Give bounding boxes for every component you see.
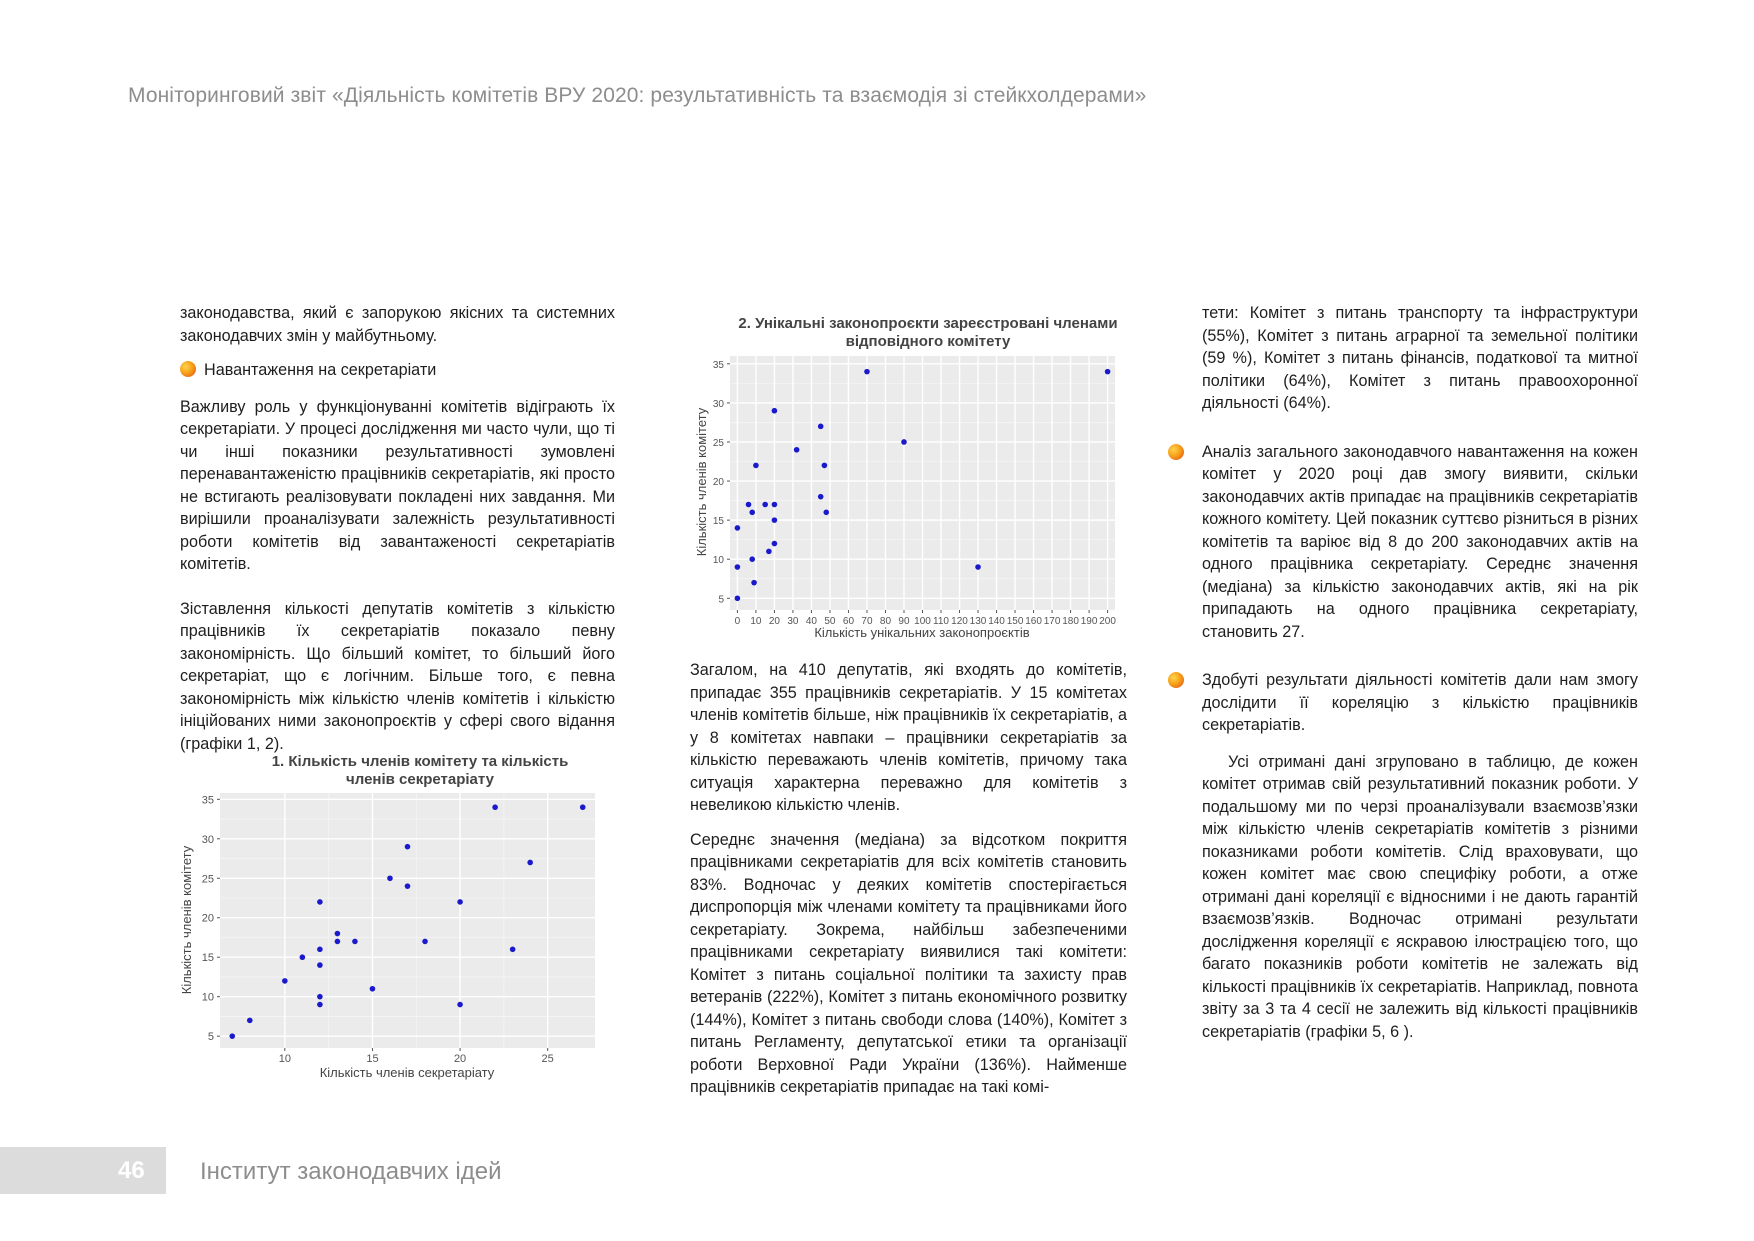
column-right — [1202, 302, 1638, 1055]
chart-title-line1: 1. Кількість членів комітету та кількість — [271, 753, 569, 770]
data-point — [823, 510, 829, 516]
y-tick-label: 35 — [201, 794, 214, 807]
data-point — [370, 986, 376, 992]
y-tick-label: 30 — [201, 833, 214, 846]
x-tick-label: 60 — [842, 616, 855, 627]
data-point — [735, 564, 741, 570]
paragraph: Зіставлення кількості депутатів комітетів з кількістю працівників їх секретаріатів показало певну закономірність. Що більший комітет, то більший його секретаріат, що є логічним. Більше того, є певна закономірність між кількістю членів комітетів і кількістю ініційованих ними законопроєктів у сфері свого відання (графіки 1, 2). — [180, 599, 615, 753]
y-tick-label: 15 — [201, 952, 214, 965]
section-subheading — [180, 359, 615, 382]
data-point — [317, 1002, 323, 1008]
y-tick-label: 10 — [712, 555, 724, 567]
y-axis-label: Кількість членів комітету — [694, 407, 709, 557]
x-tick-label: 80 — [879, 616, 892, 627]
data-point — [751, 580, 757, 586]
data-point — [772, 541, 778, 547]
data-point — [749, 556, 755, 562]
data-point — [317, 962, 323, 968]
x-tick-label: 90 — [898, 616, 910, 627]
chart-title-line2: членів секретаріату — [346, 771, 494, 788]
data-point — [282, 978, 288, 984]
data-point — [492, 804, 498, 810]
data-point — [317, 994, 323, 1000]
chart-title-line2: відповідного комітету — [845, 333, 1011, 350]
data-point — [1105, 369, 1111, 375]
x-tick-label: 0 — [734, 616, 741, 627]
data-point — [335, 939, 341, 945]
x-tick-label: 30 — [787, 616, 799, 627]
data-point — [746, 502, 752, 508]
x-tick-label: 140 — [988, 616, 1005, 627]
x-tick-label: 25 — [541, 1053, 554, 1065]
x-tick-label: 170 — [1043, 616, 1061, 627]
x-tick-label: 130 — [969, 616, 987, 627]
x-tick-label: 15 — [366, 1053, 379, 1065]
paragraph: Важливу роль у функціонуванні комітетів відіграють їх секретаріати. У процесі дослідження ми часто чули, що ті чи інші показники результативності зумовлені перенавантаженістю працівників секретаріатів, які просто не встигають реалізовувати покладені них завдання. Ми вирішили проаналізувати залежність результативності роботи комітетів від завантаженості секретаріатів комітетів. — [180, 397, 615, 573]
bullet-item — [1202, 669, 1638, 737]
data-point — [387, 875, 393, 881]
data-point — [405, 883, 411, 889]
bullet-icon — [1168, 444, 1184, 460]
data-point — [772, 502, 778, 508]
data-point — [335, 931, 341, 937]
bullet-text: Здобуті результати діяльності комітетів дали нам змогу дослідити її кореляцію з кількістю працівників секретаріатів. — [1202, 671, 1638, 734]
data-point — [352, 939, 358, 945]
data-point — [822, 463, 828, 469]
x-tick-label: 190 — [1080, 616, 1098, 627]
y-tick-label: 20 — [712, 477, 724, 489]
data-point — [422, 939, 428, 945]
data-point — [762, 502, 768, 508]
data-point — [864, 369, 870, 375]
x-tick-label: 150 — [1006, 616, 1024, 627]
data-point — [735, 595, 741, 601]
x-tick-label: 110 — [933, 616, 949, 627]
plot-panel — [220, 793, 595, 1048]
x-tick-label: 10 — [278, 1053, 291, 1065]
x-tick-label: 50 — [824, 616, 836, 627]
data-point — [818, 424, 824, 430]
column-middle — [690, 659, 1127, 1111]
y-tick-label: 5 — [207, 1031, 214, 1044]
x-tick-label: 180 — [1062, 616, 1079, 627]
x-tick-label: 20 — [453, 1053, 467, 1065]
x-tick-label: 40 — [805, 616, 818, 627]
data-point — [300, 954, 306, 960]
x-tick-label: 70 — [861, 616, 873, 627]
data-point — [772, 517, 778, 523]
data-point — [975, 564, 981, 570]
x-axis-label: Кількість членів секретаріату — [319, 1065, 495, 1080]
report-header: Моніторинговий звіт «Діяльність комітетів ВРУ 2020: результативність та взаємодія зі стейкхолдерами» — [128, 84, 1147, 107]
y-tick-label: 30 — [712, 398, 724, 410]
x-tick-label: 200 — [1099, 616, 1116, 627]
data-point — [527, 860, 533, 866]
paragraph: Середнє значення (медіана) за відсотком покриття працівниками секретаріатів для всіх комітетів становить 83%. Водночас у деяких комітетів спостерігається диспропорція між членами комітету та працівниками його секретаріату. Зокрема, найбільш забезпеченими працівниками секретаріату виявилися такі комітети: Комітет з питань соціальної політики та захисту прав ветеранів (222%), Комітет з питань економічного розвитку (144%), Комітет з питань свободи слова (140%), Комітет з питань Регламенту, депутатської етики та організації роботи Верховної Ради України (136%). Найменше працівників секретаріатів припадає на такі комі- — [690, 830, 1127, 1096]
data-point — [317, 947, 323, 953]
data-point — [753, 463, 759, 469]
x-tick-label: 10 — [750, 616, 762, 627]
data-point — [818, 494, 824, 500]
data-point — [457, 1002, 463, 1008]
paragraph-intro: законодавства, який є запорукою якісних та системних законодавчих змін у майбутньому. — [180, 304, 615, 345]
bullet-item — [1202, 441, 1638, 644]
y-tick-label: 10 — [201, 991, 214, 1004]
y-tick-label: 25 — [201, 873, 214, 886]
x-tick-label: 120 — [951, 616, 968, 627]
data-point — [457, 899, 463, 905]
data-point — [749, 510, 755, 516]
data-point — [772, 408, 778, 414]
y-tick-label: 5 — [718, 594, 724, 606]
y-axis-label: Кількість членів комітету — [179, 845, 194, 995]
paragraph: Усі отримані дані згруповано в таблицю, де кожен комітет отримав свій результативний показник роботи. У подальшому ми по черзі проаналізували взаємозв’язки між кількістю членів секретаріатів комітетів з різними показниками роботи комітетів. Слід враховувати, що кожен комітет має свою специфіку роботи, а отже отримані дані кореляції є відносними і не дають гарантій взаємозв’язків. Водночас отримані результати дослідження кореляції є яскравою ілюстрацією того, що багато показників роботи комітетів не залежать від кількості працівників їх секретаріатів. Наприклад, повнота звіту за 3 та 4 сесії не залежить від кількості працівників секретаріатів (графіки 5, 6 ). — [1202, 752, 1638, 1041]
chart-title-line1: 2. Унікальні законопроєкти зареєстровані членами — [738, 315, 1118, 332]
x-axis-label: Кількість унікальних законопроєктів — [814, 625, 1030, 640]
bullet-icon — [180, 361, 196, 377]
y-tick-label: 20 — [201, 912, 214, 925]
paragraph: Загалом, на 410 депутатів, які входять до комітетів, припадає 355 працівників секретаріатів. У 15 комітетах членів комітетів більше, ніж працівників їх секретаріатів, а у 8 комітетах навпаки – працівники секретаріатів за кількістю переважають членів комітетів, причому така ситуація характерна переважно для комітетів з невеликою кількістю членів. — [690, 661, 1127, 814]
column-left — [180, 302, 615, 767]
x-tick-label: 160 — [1025, 616, 1042, 627]
bullet-icon — [1168, 672, 1184, 688]
footer-institute: Інститут законодавчих ідей — [200, 1158, 502, 1185]
data-point — [229, 1033, 235, 1039]
x-tick-label: 100 — [914, 616, 931, 627]
paragraph: тети: Комітет з питань транспорту та інфраструктури (55%), Комітет з питань аграрної та земельної політики (59 %), Комітет з питань фінансів, податкової та митної політики (64%), Комітет з питань правоохоронної діяльності (64%). — [1202, 304, 1638, 412]
y-tick-label: 15 — [712, 516, 724, 528]
data-point — [510, 947, 516, 953]
data-point — [317, 899, 323, 905]
data-point — [766, 549, 772, 555]
y-tick-label: 35 — [712, 359, 724, 371]
bullet-text: Аналіз загального законодавчого навантаження на кожен комітет у 2020 році дав змогу виявити, скільки законодавчих актів припадає на працівників секретаріатів кожного комітету. Цей показник суттєво різниться в різних комітетів та варіює від 8 до 200 законодавчих актів на одного працівника секретаріату. Середнє значення (медіана) за кількістю законодавчих актів, які на рік припадають на одного працівника секретаріату, становить 27. — [1202, 442, 1638, 641]
data-point — [405, 844, 411, 850]
data-point — [580, 804, 586, 810]
section-subheading-text: Навантаження на секретаріати — [204, 361, 437, 379]
page-number: 46 — [118, 1157, 145, 1184]
y-tick-label: 25 — [712, 437, 724, 449]
scatter-chart-2 — [688, 312, 1133, 652]
data-point — [794, 447, 800, 453]
data-point — [735, 525, 741, 531]
scatter-chart-1 — [175, 750, 625, 1090]
data-point — [247, 1018, 253, 1024]
x-tick-label: 20 — [768, 616, 780, 627]
data-point — [901, 439, 907, 445]
